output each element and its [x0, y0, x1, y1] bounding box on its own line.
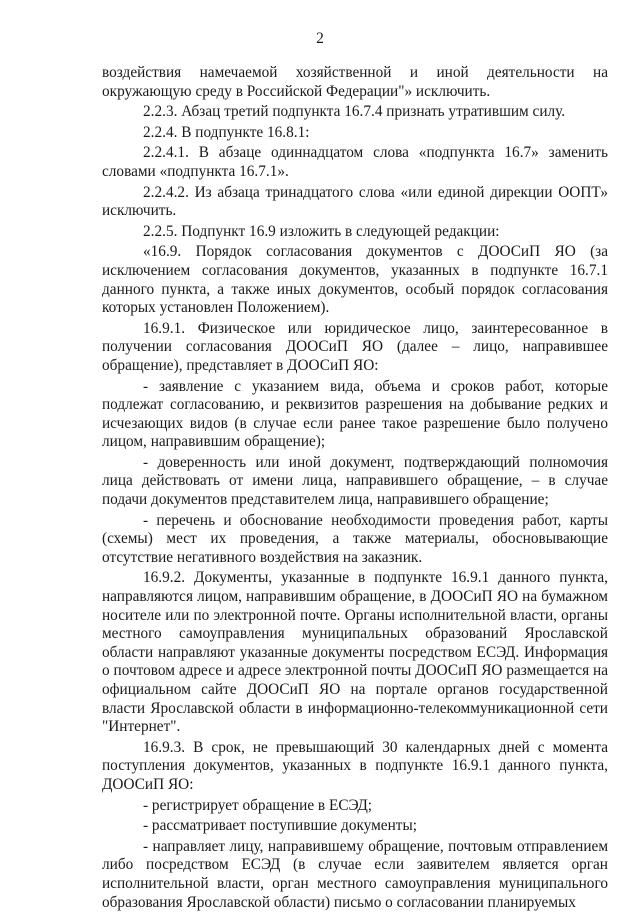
- paragraph-16-9-3: 16.9.3. В срок, не превышающий 30 календарных дней с момента поступления документов, указанных в подпункте 16.9.1 данного пункта, ДООСиП ЯО:: [102, 738, 608, 793]
- list-item-register: - регистрирует обращение в ЕСЭД;: [143, 796, 373, 814]
- paragraph-2-2-4-1: 2.2.4.1. В абзаце одиннадцатом слова «подпункта 16.7» заменить словами «подпункта 16.7.1».: [102, 144, 608, 180]
- list-item-power-of-attorney: - доверенность или иной документ, подтверждающий полномочия лица действовать от имени лица, направившего обращение, – в случае подачи документов представителем лица, направившего обращение;: [102, 453, 608, 509]
- list-item-application: - заявление с указанием вида, объема и сроков работ, которые подлежат согласованию, и реквизитов разрешения на добывание редких и исчезающих видов (в случае если ранее такое разрешение было получено лицом, направившим обращение);: [102, 377, 608, 451]
- paragraph-2-2-4-2: 2.2.4.2. Из абзаца тринадцатого слова «или единой дирекции ООПТ» исключить.: [102, 183, 608, 220]
- list-item-justification: - перечень и обоснование необходимости проведения работ, карты (схемы) мест их проведения, а также материалы, обосновывающие отсутствие негативного воздействия на заказник.: [102, 511, 608, 566]
- document-body: [102, 64, 608, 912]
- paragraph-16-9-1: 16.9.1. Физическое или юридическое лицо, заинтересованное в получении согласования ДООСиП ЯО (далее – лицо, направившее обращение), представляет в ДООСиП ЯО:: [102, 319, 608, 374]
- list-item-send-letter: - направляет лицу, направившему обращение, почтовым отправлением либо посредством ЕСЭД (в случае если заявителем является орган исполнительной власти, орган местного самоуправления муниципального образования Ярославской области) письмо о согласовании планируемых: [102, 837, 608, 911]
- paragraph-continuation: воздействия намечаемой хозяйственной и иной деятельности на окружающую среду в Российской Федерации"» исключить.: [102, 64, 608, 100]
- paragraph-16-9: «16.9. Порядок согласования документов с ДООСиП ЯО (за исключением согласования документов, указанных в подпункте 16.7.1 данного пункта, а также иных документов, особый порядок согласования которых установлен Положением).: [102, 243, 608, 317]
- paragraph-16-9-2: 16.9.2. Документы, указанные в подпункте 16.9.1 данного пункта, направляются лицом, направившим обращение, в ДООСиП ЯО на бумажном носителе или по электронной почте. Органы исполнительной власти, органы местного самоуправления муниципальных образований Ярославской области направляют указанные документы посредством ЕСЭД. Информация о почтовом адресе и адресе электронной почты ДООСиП ЯО размещается на официальном сайте ДООСиП ЯО на портале органов государственной власти Ярославской области в информационно-телекоммуникационной сети "Интернет".: [102, 569, 608, 736]
- paragraph-2-2-5: 2.2.5. Подпункт 16.9 изложить в следующей редакции:: [143, 222, 500, 240]
- paragraph-2-2-3: 2.2.3. Абзац третий подпункта 16.7.4 признать утратившим силу.: [143, 103, 566, 121]
- page-number: 2: [316, 30, 324, 47]
- list-item-review: - рассматривает поступившие документы;: [143, 817, 417, 835]
- paragraph-2-2-4: 2.2.4. В подпункте 16.8.1:: [143, 123, 310, 141]
